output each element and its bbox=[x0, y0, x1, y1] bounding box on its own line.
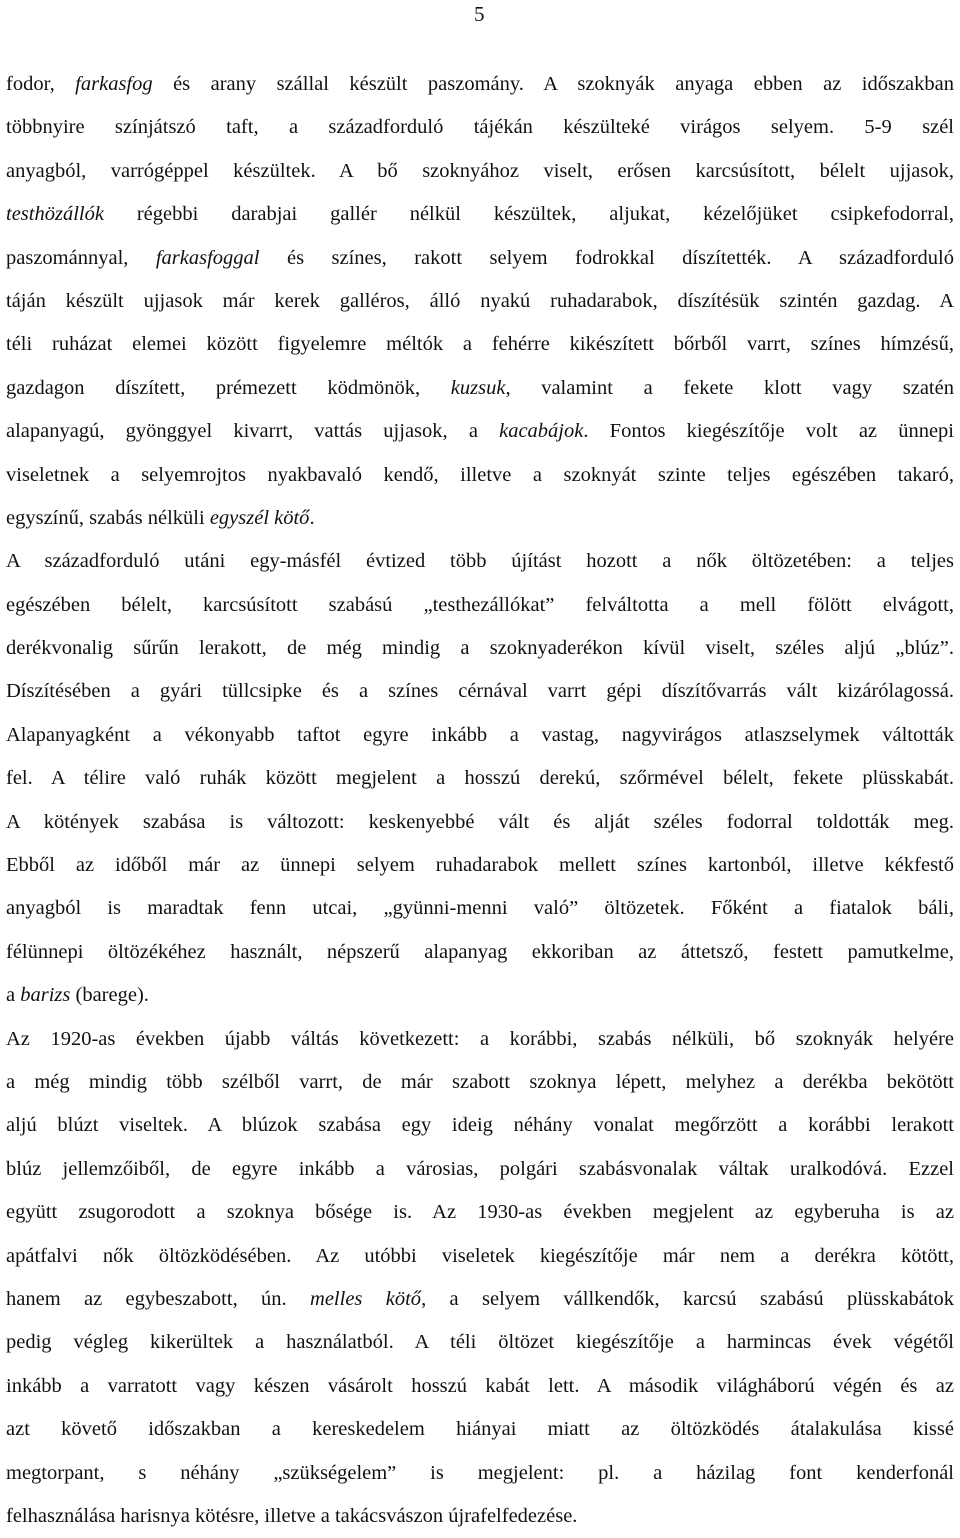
text-run: táján készült ujjasok már kerek galléros, álló nyakú ruhadarabok, díszítésük szintén gazdag. A bbox=[6, 289, 954, 312]
text-run: paszománnyal, bbox=[6, 246, 156, 269]
text-line bbox=[6, 106, 954, 149]
text-line bbox=[6, 1495, 954, 1538]
text-line bbox=[6, 801, 954, 844]
text-run: hanem az egybeszabott, ún. bbox=[6, 1287, 311, 1310]
text-line bbox=[6, 1061, 954, 1104]
text-line bbox=[6, 584, 954, 627]
text-line bbox=[6, 757, 954, 800]
text-run: a még mindig több szélből varrt, de már szabott szoknya lépett, melyhez a derékba bekötött bbox=[6, 1070, 954, 1093]
text-line bbox=[6, 670, 954, 713]
text-line bbox=[6, 1278, 954, 1321]
text-run: alapanyagú, gyönggyel kivarrt, vattás ujjasok, a bbox=[6, 420, 500, 443]
text-line bbox=[6, 280, 954, 323]
text-run: együtt zsugorodott a szoknya bősége is. Az 1930-as években megjelent az egyberuha is az bbox=[6, 1201, 954, 1224]
text-line bbox=[6, 1235, 954, 1278]
text-run: Az 1920-as években újabb váltás következett: a korábbi, szabás nélküli, bő szoknyák helyére bbox=[6, 1027, 954, 1050]
text-run: fel. A télire való ruhák között megjelent a hosszú derekú, szőrmével bélelt, fekete plüsskabát. bbox=[6, 767, 954, 790]
italic-term: testhözállók bbox=[6, 203, 104, 226]
text-run: inkább a varratott vagy készen vásárolt hosszú kabát lett. A második világháború végén és az bbox=[6, 1374, 954, 1397]
text-line bbox=[6, 1148, 954, 1191]
text-run: egyszínű, szabás nélküli bbox=[6, 506, 210, 529]
text-line bbox=[6, 1452, 954, 1495]
text-run: többnyire színjátszó taft, a századforduló tájékán készülteké virágos selyem. 5-9 szél bbox=[6, 116, 954, 139]
text-run: pedig végleg kikerültek a használatból. A téli öltözet kiegészítője a harmincas évek végétől bbox=[6, 1331, 954, 1354]
text-line bbox=[6, 497, 954, 540]
text-line bbox=[6, 540, 954, 583]
text-run: azt követő időszakban a kereskedelem hiányai miatt az öltözködés átalakulása kissé bbox=[6, 1418, 954, 1441]
text-line bbox=[6, 454, 954, 497]
text-line bbox=[6, 63, 954, 106]
text-line bbox=[6, 844, 954, 887]
text-line bbox=[6, 237, 954, 280]
text-run: , a selyem vállkendők, karcsú szabású plüsskabátok bbox=[421, 1287, 954, 1310]
text-line bbox=[6, 323, 954, 366]
text-line bbox=[6, 1104, 954, 1147]
text-run: viseletnek a selyemrojtos nyakbavaló kendő, illetve a szoknyát szinte teljes egészében takaró, bbox=[6, 463, 954, 486]
text-run: . bbox=[309, 506, 315, 529]
text-run: anyagból, varrógéppel készültek. A bő szoknyához viselt, erősen karcsúsított, bélelt ujjasok, bbox=[6, 159, 954, 182]
italic-term: farkasfog bbox=[75, 73, 153, 95]
text-line bbox=[6, 150, 954, 193]
text-line bbox=[6, 931, 954, 974]
italic-term: barizs bbox=[20, 984, 71, 1007]
text-run: félünnepi öltözékéhez használt, népszerű alapanyag ekkoriban az áttetsző, festett pamutkelme, bbox=[6, 940, 954, 963]
text-line bbox=[6, 1408, 954, 1451]
text-line bbox=[6, 714, 954, 757]
text-line bbox=[6, 367, 954, 410]
text-run: derékvonalig sűrűn lerakott, de még mindig a szoknyaderékon kívül viselt, széles aljú „blúz”. bbox=[6, 637, 954, 660]
text-line bbox=[6, 627, 954, 670]
text-line bbox=[6, 193, 954, 236]
text-run: A kötények szabása is változott: keskenyebbé vált és alját széles fodorral toldották meg. bbox=[6, 810, 954, 833]
italic-term: melles kötő bbox=[310, 1287, 422, 1310]
text-line bbox=[6, 1321, 954, 1364]
text-run: , valamint a fekete klott vagy szatén bbox=[505, 376, 954, 399]
italic-term: kuzsuk bbox=[450, 376, 506, 399]
text-run: régebbi darabjai gallér nélkül készültek, aljukat, kézelőjüket csipkefodorral, bbox=[103, 203, 954, 226]
text-line bbox=[6, 410, 954, 453]
text-run: megtorpant, s néhány „szükségelem” is megjelent: pl. a házilag font kenderfonál bbox=[6, 1461, 954, 1484]
body-text bbox=[6, 63, 954, 1538]
text-run: Alapanyagként a vékonyabb taftot egyre inkább a vastag, nagyvirágos atlaszselymek váltották bbox=[6, 723, 954, 746]
text-run: egészében bélelt, karcsúsított szabású „testhezállókat” felváltotta a mell fölött elvágott, bbox=[6, 593, 954, 616]
text-run: téli ruházat elemei között figyelemre méltók a fehérre kikészített bőrből varrt, színes hímzésű, bbox=[6, 333, 954, 356]
text-run: anyagból is maradtak fenn utcai, „gyünni-menni való” öltözetek. Főként a fiatalok báli, bbox=[6, 897, 954, 920]
text-run: fodor, bbox=[6, 73, 76, 95]
text-run: aljú blúzt viseltek. A blúzok szabása egy ideig néhány vonalat megőrzött a korábbi lerakott bbox=[6, 1114, 954, 1137]
text-line bbox=[6, 887, 954, 930]
text-run: és arany szállal készült paszomány. A szoknyák anyaga ebben az időszakban bbox=[152, 73, 954, 95]
italic-term: farkasfoggal bbox=[155, 246, 260, 269]
page-number: 5 bbox=[474, 2, 485, 26]
text-line bbox=[6, 1365, 954, 1408]
text-run: gazdagon díszített, prémezett ködmönök, bbox=[6, 376, 451, 399]
italic-term: egyszél kötő bbox=[209, 506, 310, 529]
text-run: A századforduló utáni egy-másfél évtized több újítást hozott a nők öltözetében: a teljes bbox=[6, 550, 954, 573]
text-line bbox=[6, 1018, 954, 1061]
text-run: és színes, rakott selyem fodrokkal díszítették. A századforduló bbox=[259, 246, 954, 269]
text-run: apátfalvi nők öltözködésében. Az utóbbi viseletek kiegészítője már nem a derékra kötött, bbox=[6, 1244, 954, 1267]
text-run: a bbox=[6, 984, 21, 1007]
text-line bbox=[6, 1191, 954, 1234]
text-run: . Fontos kiegészítője volt az ünnepi bbox=[583, 420, 954, 443]
text-run: (barege). bbox=[70, 984, 149, 1007]
text-line bbox=[6, 974, 954, 1017]
text-run: Ebből az időből már az ünnepi selyem ruhadarabok mellett színes kartonból, illetve kékfestő bbox=[6, 854, 954, 877]
text-run: blúz jellemzőiből, de egyre inkább a városias, polgári szabásvonalak váltak uralkodóvá. Ezzel bbox=[6, 1157, 954, 1180]
text-run: felhasználása harisnya kötésre, illetve a takácsvászon újrafelfedezése. bbox=[6, 1504, 578, 1527]
text-run: Díszítésében a gyári tüllcsipke és a színes cérnával varrt gépi díszítővarrás vált kizárólagossá. bbox=[6, 680, 954, 703]
italic-term: kacabájok bbox=[499, 420, 584, 443]
